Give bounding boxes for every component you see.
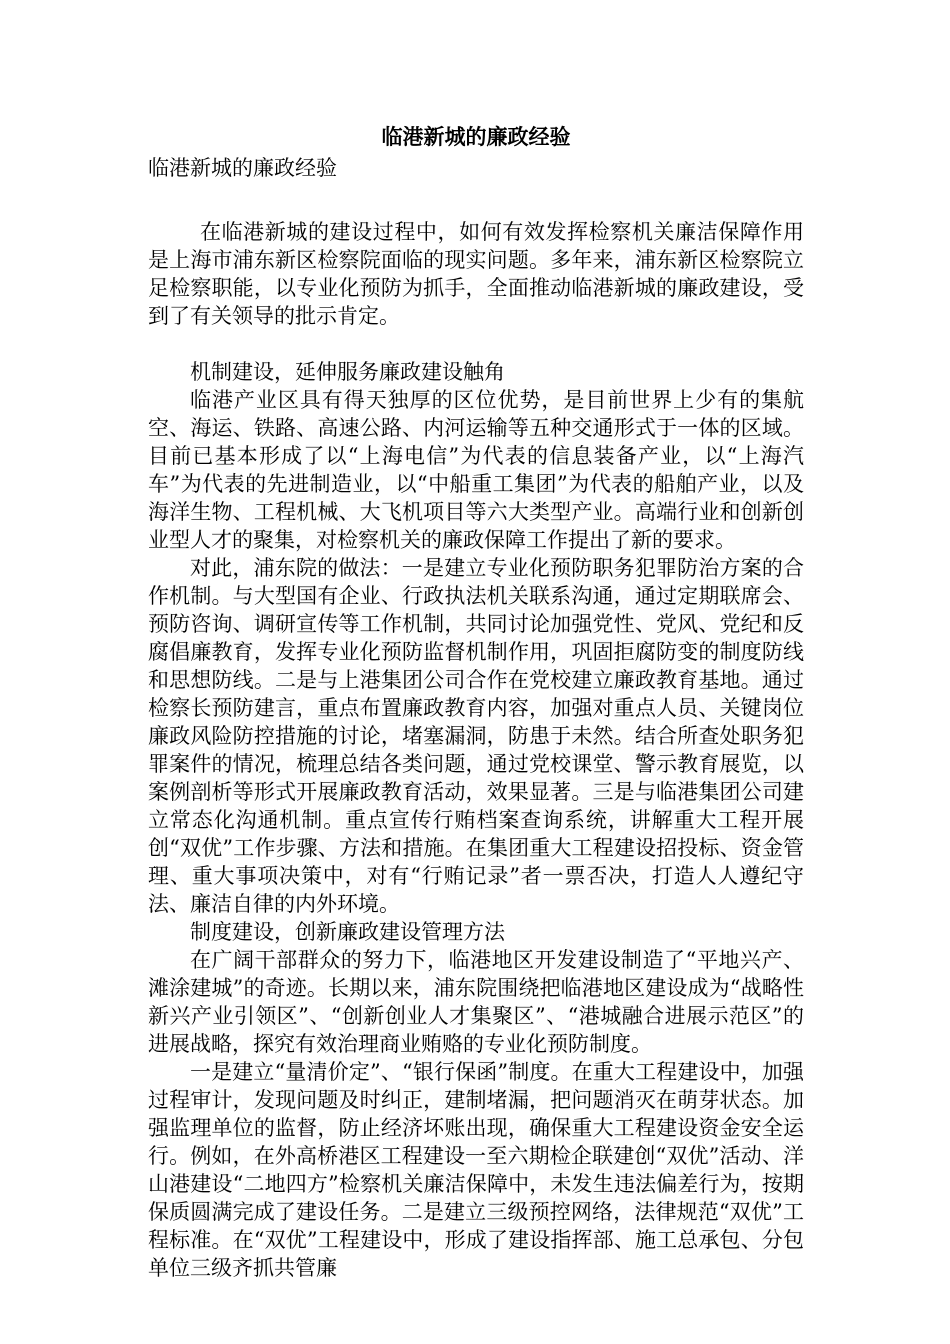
body-paragraph: 对此，浦东院的做法：一是建立专业化预防职务犯罪防治方案的合作机制。与大型国有企业、行政执法机关联系沟通，通过定期联席会、预防咨询、调研宣传等工作机制，共同讨论加强党性、党风、党纪和反腐倡廉教育，发挥专业化预防监督机制作用，巩固拒腐防变的制度防线和思想防线。二是与上港集团公司合作在党校建立廉政教育基地。通过检察长预防建言，重点布置廉政教育内容，加强对重点人员、关键岗位廉政风险防控措施的讨论，堵塞漏洞，防患于未然。结合所查处职务犯罪案件的情况，梳理总结各类问题，通过党校课堂、警示教育展览，以案例剖析等形式开展廉政教育活动，效果显著。三是与临港集团公司建立常态化沟通机制。重点宣传行贿档案查询系统，讲解重大工程开展创“双优”工作步骤、方法和措施。在集团重大工程建设招投标、资金管理、重大事项决策中，对有“行贿记录”者一票否决，打造人人遵纪守法、廉洁自律的内外环境。: [148, 556, 804, 916]
document-page: [148, 120, 804, 1282]
section-heading-mechanism: 机制建设，延伸服务廉政建设触角: [190, 360, 505, 384]
section-heading-system: 制度建设，创新廉政建设管理方法: [190, 920, 505, 944]
body-paragraph: 一是建立“量清价定”、“银行保函”制度。在重大工程建设中，加强过程审计，发现问题及时纠正，建制堵漏，把问题消灭在萌芽状态。加强监理单位的监督，防止经济坏账出现，确保重大工程建设资金安全运行。例如，在外高桥港区工程建设一至六期检企联建创“双优”活动、洋山港建设“二地四方”检察机关廉洁保障中，未发生违法偏差行为，按期保质圆满完成了建设任务。二是建立三级预控网络，法律规范“双优”工程标准。在“双优”工程建设中，形成了建设指挥部、施工总承包、分包单位三级齐抓共管廉: [148, 1060, 804, 1280]
document-subtitle: 临港新城的廉政经验: [148, 156, 337, 180]
document-title: 临港新城的廉政经验: [381, 125, 571, 149]
intro-paragraph: 在临港新城的建设过程中，如何有效发挥检察机关廉洁保障作用是上海市浦东新区检察院面临的现实问题。多年来，浦东新区检察院立足检察职能，以专业化预防为抓手，全面推动临港新城的廉政建设，受到了有关领导的批示肯定。: [148, 220, 804, 328]
body-paragraph: 临港产业区具有得天独厚的区位优势，是目前世界上少有的集航空、海运、铁路、高速公路、内河运输等五种交通形式于一体的区域。目前已基本形成了以“上海电信”为代表的信息装备产业，以“上海汽车”为代表的先进制造业，以“中船重工集团”为代表的船舶产业，以及海洋生物、工程机械、大飞机项目等六大类型产业。高端行业和创新创业型人才的聚集，对检察机关的廉政保障工作提出了新的要求。: [148, 388, 804, 552]
blank-line: [148, 330, 804, 358]
body-paragraph: 在广阔干部群众的努力下，临港地区开发建设制造了“平地兴产、滩涂建城”的奇迹。长期以来，浦东院围绕把临港地区建设成为“战略性新兴产业引领区”、“创新创业人才集聚区”、“港城融合进展示范区”的进展战略，探究有效治理商业贿赂的专业化预防制度。: [148, 948, 804, 1056]
blank-line: [148, 182, 804, 218]
